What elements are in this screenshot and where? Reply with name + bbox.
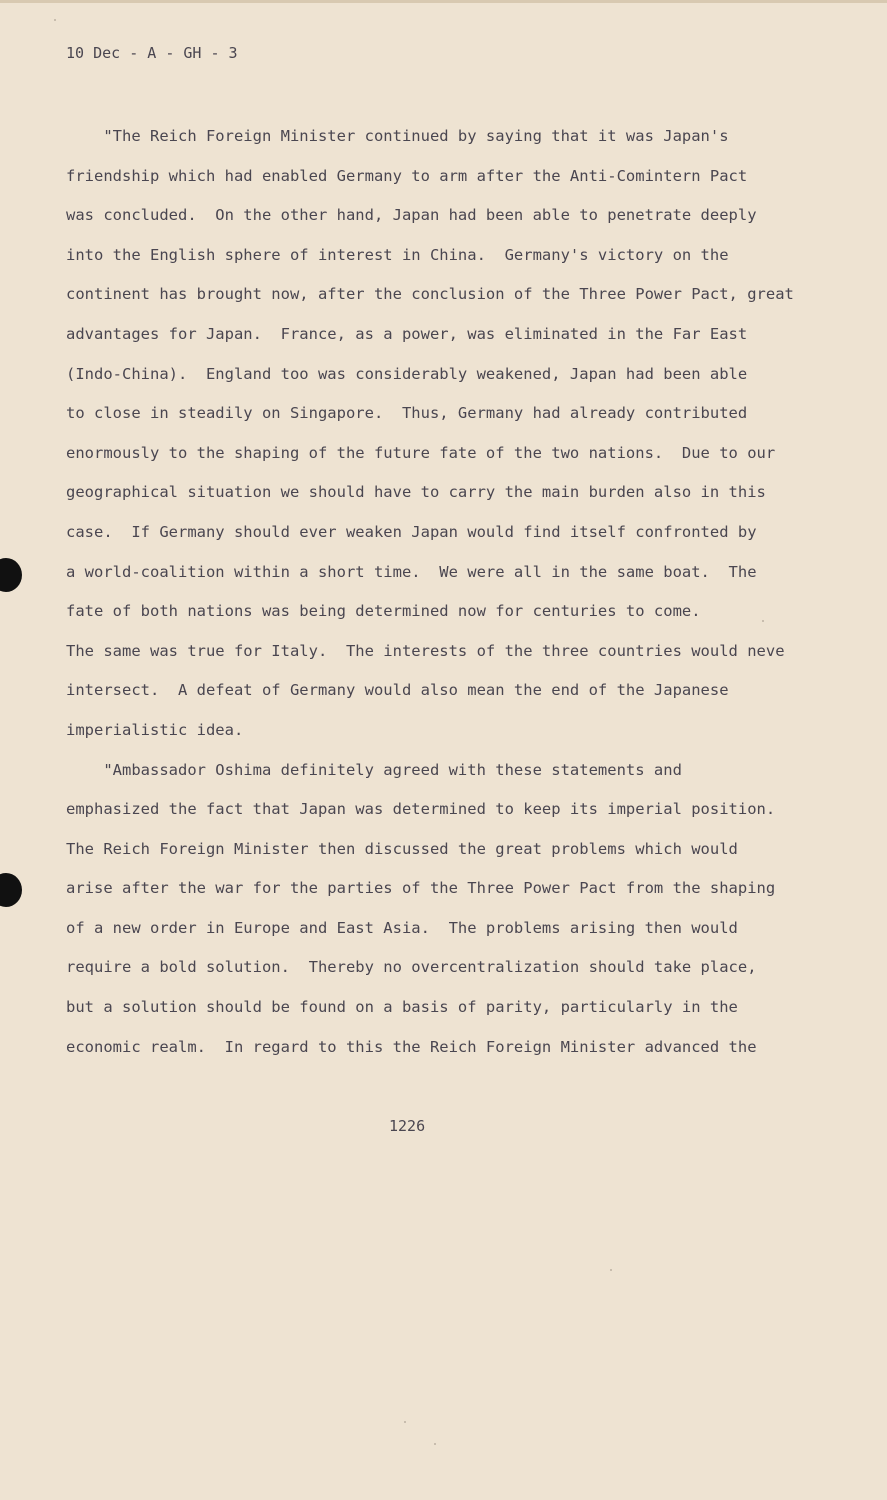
punch-hole: [0, 873, 22, 907]
text-line: economic realm. In regard to this the Reich Foreign Minister advanced the: [66, 1037, 757, 1056]
text-line: emphasized the fact that Japan was determined to keep its imperial position.: [66, 800, 776, 819]
text-line: (Indo-China). England too was considerably weakened, Japan had been able: [66, 364, 748, 383]
paper-speck: [434, 1443, 436, 1445]
text-line: case. If Germany should ever weaken Japan would find itself confronted by: [66, 522, 757, 541]
text-line: a world-coalition within a short time. We were all in the same boat. The: [66, 562, 757, 581]
text-line: imperialistic idea.: [66, 720, 244, 739]
text-line: continent has brought now, after the conclusion of the Three Power Pact, great: [66, 285, 794, 304]
text-line: of a new order in Europe and East Asia. The problems arising then would: [66, 918, 738, 937]
paper-speck: [404, 1421, 406, 1423]
text-line: fate of both nations was being determined now for centuries to come.: [66, 602, 701, 621]
document-header: 10 Dec - A - GH - 3: [66, 44, 238, 62]
text-line: "The Reich Foreign Minister continued by saying that it was Japan's: [66, 127, 729, 145]
text-line: "Ambassador Oshima definitely agreed with these statements and: [66, 760, 682, 779]
text-line: enormously to the shaping of the future fate of the two nations. Due to our: [66, 443, 776, 462]
text-line: geographical situation we should have to carry the main burden also in this: [66, 483, 766, 502]
page-number: 1226: [389, 1117, 426, 1135]
text-line: arise after the war for the parties of the Three Power Pact from the shaping: [66, 879, 776, 898]
punch-hole: [0, 558, 22, 592]
text-line: intersect. A defeat of Germany would also mean the end of the Japanese: [66, 681, 729, 700]
text-line: advantages for Japan. France, as a power, was eliminated in the Far East: [66, 324, 748, 343]
text-line: friendship which had enabled Germany to arm after the Anti-Comintern Pact: [66, 166, 748, 185]
text-line: into the English sphere of interest in China. Germany's victory on the: [66, 245, 729, 264]
text-line: to close in steadily on Singapore. Thus, Germany had already contributed: [66, 404, 748, 423]
text-line: require a bold solution. Thereby no overcentralization should take place,: [66, 958, 757, 977]
text-line: The Reich Foreign Minister then discussed the great problems which would: [66, 839, 738, 858]
document-body: [66, 124, 866, 1074]
paper-speck: [54, 19, 56, 21]
text-line: but a solution should be found on a basis of parity, particularly in the: [66, 998, 738, 1017]
text-line: was concluded. On the other hand, Japan had been able to penetrate deeply: [66, 206, 757, 225]
paper-speck: [610, 1269, 612, 1271]
paper-speck: [762, 620, 764, 622]
text-line: The same was true for Italy. The interests of the three countries would neve: [66, 641, 785, 660]
